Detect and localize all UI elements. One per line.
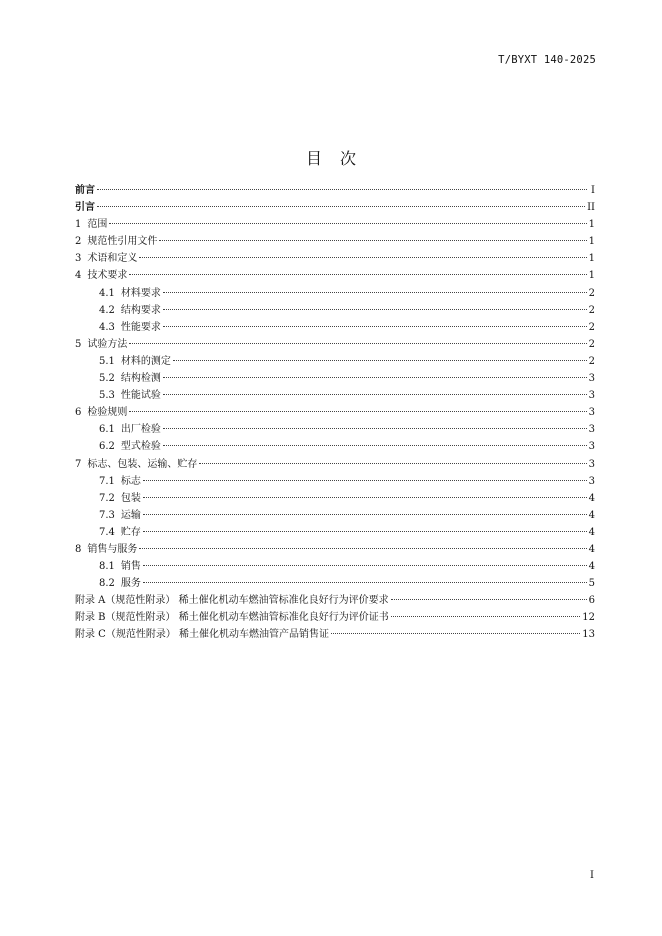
toc-entry-label: 前言 (75, 185, 95, 196)
toc-leader-dots (97, 189, 587, 190)
toc-entry[interactable] (75, 421, 595, 438)
toc-entry-number: 8.2 (99, 578, 115, 590)
toc-leader-dots (163, 292, 587, 293)
toc-entry-label: 规范性引用文件 (87, 236, 158, 248)
toc-entry-number: 6.2 (99, 441, 115, 453)
toc-entry-number: 7.3 (99, 509, 115, 521)
toc-entry-label: 标志 (120, 475, 141, 487)
toc-entry-number: 6 (75, 407, 82, 419)
toc-entry-page: 2 (588, 338, 595, 350)
toc-entry-page: 4 (588, 543, 595, 555)
toc-entry-label: 标志、包装、运输、贮存 (87, 458, 198, 470)
toc-entry[interactable] (75, 267, 595, 284)
toc-entry[interactable] (75, 233, 595, 250)
toc-entry-page: 1 (588, 236, 595, 248)
toc-entry[interactable] (75, 387, 595, 404)
toc-leader-dots (129, 411, 586, 412)
toc-leader-dots (391, 599, 587, 600)
toc-leader-dots (97, 206, 585, 207)
toc-leader-dots (143, 514, 587, 515)
toc-entry[interactable] (75, 438, 595, 455)
toc-entry-label: 销售 (120, 561, 141, 573)
toc-entry-label: 试验方法 (87, 338, 128, 350)
toc-entry-number: 7 (75, 458, 82, 470)
toc-entry[interactable] (75, 592, 595, 609)
toc-entry-page: 3 (588, 390, 595, 402)
toc-entry[interactable] (75, 609, 595, 626)
toc-entry-number: 4.3 (99, 321, 115, 333)
toc-entry-page: 1 (588, 270, 595, 282)
toc-entry-page: 5 (588, 578, 595, 590)
toc-entry-number: 7.1 (99, 475, 115, 487)
toc-entry-label: 型式检验 (120, 441, 161, 453)
toc-entry[interactable] (75, 216, 595, 233)
toc-entry-label: 服务 (120, 578, 141, 590)
toc-entry-label: 结构检测 (120, 373, 161, 385)
toc-entry-number: 8.1 (99, 561, 115, 573)
toc-entry-number: 4.1 (99, 287, 115, 299)
toc-leader-dots (143, 565, 587, 566)
toc-entry-label: 材料要求 (120, 287, 161, 299)
toc-entry-label: 包装 (120, 492, 141, 504)
toc-entry-number: 2 (75, 236, 82, 248)
toc-leader-dots (199, 463, 586, 464)
toc-entry[interactable] (75, 336, 595, 353)
toc-entry-page: I (591, 185, 595, 196)
toc-entry-page: 3 (588, 441, 595, 453)
toc-leader-dots (143, 480, 587, 481)
toc-leader-dots (163, 428, 587, 429)
toc-entry[interactable] (75, 507, 595, 524)
toc-leader-dots (391, 616, 581, 617)
toc-entry-label: 销售与服务 (87, 543, 138, 555)
toc-entry-number: 5.2 (99, 373, 115, 385)
toc-entry-number: 1 (75, 219, 82, 231)
toc-entry-page: 13 (582, 629, 595, 641)
toc-entry-page: 1 (588, 253, 595, 265)
toc-leader-dots (159, 240, 586, 241)
toc-leader-dots (163, 445, 587, 446)
toc-entry-page: 2 (588, 321, 595, 333)
toc-entry-label: 检验规则 (87, 407, 128, 419)
toc-entry-page: 12 (582, 612, 595, 624)
toc-leader-dots (129, 343, 586, 344)
toc-entry-label: 引言 (75, 202, 95, 214)
toc-entry[interactable] (75, 473, 595, 490)
toc-entry-number: 5 (75, 338, 82, 350)
toc-leader-dots (143, 497, 587, 498)
toc-entry-label: 术语和定义 (87, 253, 138, 265)
toc-entry[interactable] (75, 319, 595, 336)
toc-entry[interactable] (75, 370, 595, 387)
toc-entry-number: 4 (75, 270, 82, 282)
toc-entry[interactable] (75, 302, 595, 319)
toc-entry-label: 附录 A（规范性附录） 稀土催化机动车燃油管标准化良好行为评价要求 (75, 595, 389, 607)
table-of-contents (75, 182, 595, 644)
toc-leader-dots (139, 548, 586, 549)
toc-entry-label: 运输 (120, 509, 141, 521)
toc-entry[interactable] (75, 541, 595, 558)
document-code: T/BYXT 140-2025 (498, 54, 596, 66)
toc-entry[interactable] (75, 626, 595, 643)
toc-entry[interactable] (75, 575, 595, 592)
toc-entry-page: 3 (588, 373, 595, 385)
toc-entry[interactable] (75, 456, 595, 473)
toc-entry-label: 范围 (87, 219, 108, 231)
toc-leader-dots (109, 223, 586, 224)
toc-entry-page: 4 (588, 561, 595, 573)
toc-entry-page: 2 (588, 355, 595, 367)
toc-entry[interactable] (75, 182, 595, 199)
page-number: I (590, 870, 594, 881)
toc-entry-label: 贮存 (120, 526, 141, 538)
toc-entry[interactable] (75, 285, 595, 302)
toc-leader-dots (173, 360, 587, 361)
toc-entry-number: 7.2 (99, 492, 115, 504)
toc-leader-dots (163, 377, 587, 378)
toc-entry[interactable] (75, 353, 595, 370)
toc-title: 目次 (305, 149, 374, 168)
toc-entry-number: 4.2 (99, 304, 115, 316)
toc-leader-dots (163, 309, 587, 310)
toc-entry-page: II (587, 202, 595, 214)
toc-leader-dots (331, 633, 580, 634)
toc-leader-dots (143, 582, 587, 583)
toc-entry-label: 技术要求 (87, 270, 128, 282)
toc-leader-dots (139, 257, 586, 258)
toc-entry-page: 3 (588, 407, 595, 419)
toc-leader-dots (143, 531, 587, 532)
toc-leader-dots (129, 274, 586, 275)
toc-entry-number: 5.3 (99, 390, 115, 402)
toc-entry-page: 4 (588, 509, 595, 521)
toc-entry-number: 3 (75, 253, 82, 265)
toc-entry[interactable] (75, 404, 595, 421)
toc-leader-dots (163, 326, 587, 327)
toc-entry-page: 2 (588, 304, 595, 316)
toc-entry-page: 3 (588, 475, 595, 487)
toc-entry-page: 3 (588, 458, 595, 470)
toc-entry[interactable] (75, 199, 595, 216)
toc-entry-page: 3 (588, 424, 595, 436)
toc-entry-label: 附录 B（规范性附录） 稀土催化机动车燃油管标准化良好行为评价证书 (75, 612, 389, 624)
toc-entry-page: 4 (588, 526, 595, 538)
toc-entry-number: 8 (75, 543, 82, 555)
toc-entry-page: 6 (588, 595, 595, 607)
toc-entry-number: 6.1 (99, 424, 115, 436)
toc-entry[interactable] (75, 524, 595, 541)
toc-entry-label: 材料的测定 (120, 355, 171, 367)
toc-entry[interactable] (75, 250, 595, 267)
toc-entry[interactable] (75, 558, 595, 575)
toc-entry-page: 2 (588, 287, 595, 299)
toc-entry[interactable] (75, 490, 595, 507)
toc-entry-number: 7.4 (99, 526, 115, 538)
toc-entry-label: 结构要求 (120, 304, 161, 316)
toc-entry-number: 5.1 (99, 355, 115, 367)
toc-entry-label: 附录 C（规范性附录） 稀土催化机动车燃油管产品销售证 (75, 629, 330, 641)
toc-entry-label: 性能试验 (120, 390, 161, 402)
toc-entry-label: 出厂检验 (120, 424, 161, 436)
toc-entry-page: 4 (588, 492, 595, 504)
toc-entry-page: 1 (588, 219, 595, 231)
toc-entry-label: 性能要求 (120, 321, 161, 333)
toc-leader-dots (163, 394, 587, 395)
